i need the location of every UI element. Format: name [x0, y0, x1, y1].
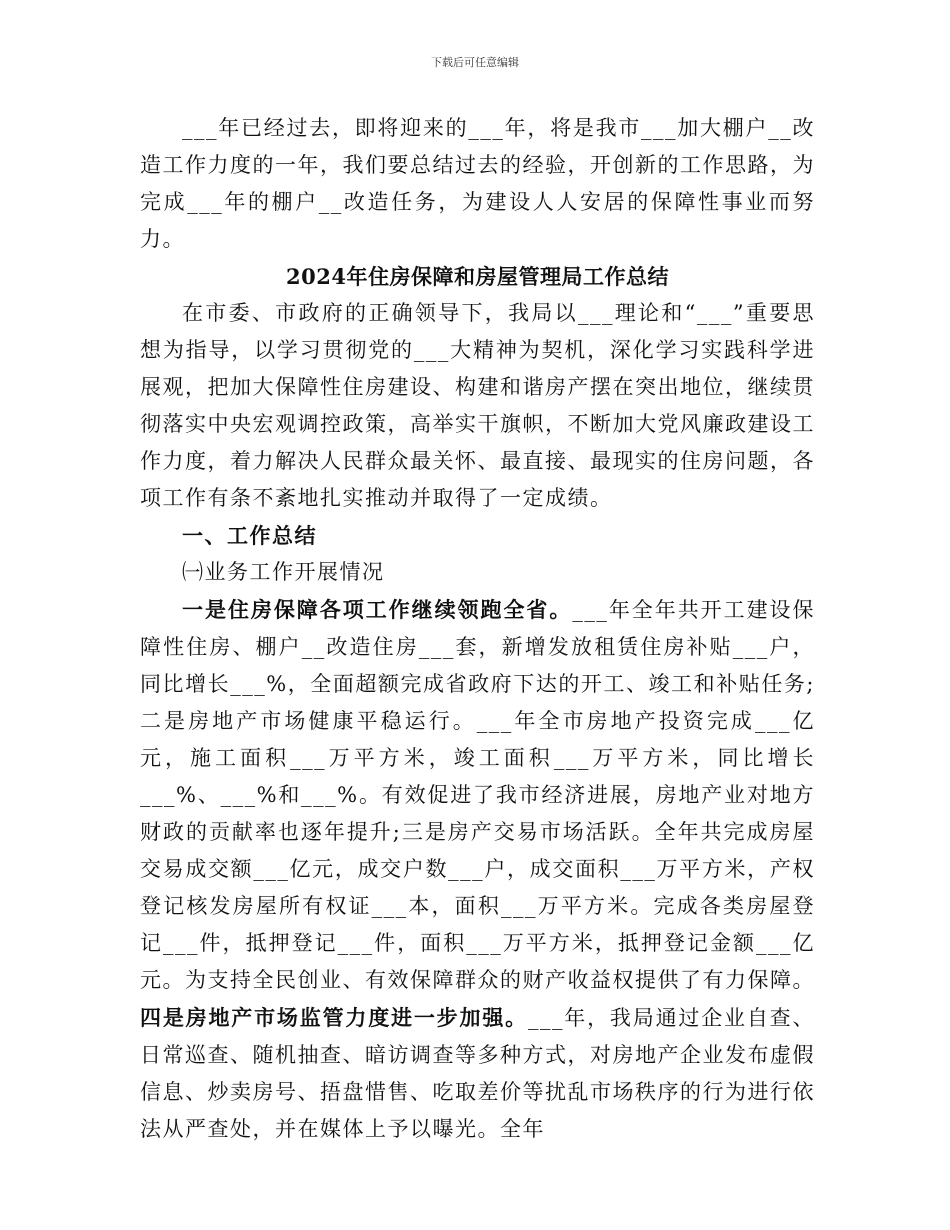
intro-paragraph: ___年已经过去，即将迎来的___年，将是我市___加大棚户__改造工作力度的一年，我们要总结过去的经验，开创新的工作思路，为完成___年的棚户__改造任务，为建设人人安居的保障性事业而努力。	[140, 116, 815, 251]
document-title: 2024年住房保障和房屋管理局工作总结	[286, 264, 669, 289]
body-paragraph	[140, 591, 815, 1148]
opening-paragraph: 在市委、市政府的正确领导下，我局以___理论和“___”重要思想为指导，以学习贯彻党的___大精神为契机，深化学习实践科学进展观，把加大保障性住房建设、构建和谐房产摆在突出地位，继续贯彻落实中央宏观调控政策，高举实干旗帜，不断加大党风廉政建设工作力度，着力解决人民群众最关怀、最直接、最现实的住房问题，各项工作有条不紊地扎实推动并取得了一定成绩。	[140, 301, 815, 510]
body-text-part-1: ___年全年共开工建设保障性住房、棚户__改造住房___套，新增发放租赁住房补贴___户，同比增长___%，全面超额完成省政府下达的开工、竣工和补贴任务;二是房地产市场健康平稳运行。___年全市房地产投资完成___亿元，施工面积___万平方米，竣工面积___万平方米，同比增长___%、___%和___%。有效促进了我市经济进展，房地产业对地方财政的贡献率也逐年提升;三是房产交易市场活跃。全年共完成房屋交易成交额___亿元，成交户数___户，成交面积___万平方米，产权登记核发房屋所有权证___本，面积___万平方米。完成各类房屋登记___件，抵押登记___件，面积___万平方米，抵押登记金额___亿元。为支持全民创业、有效保障群众的财产收益权提供了有力保障。	[140, 598, 816, 992]
mid-bold-text: 四是房地产市场监管力度进一步加强。	[140, 1005, 528, 1030]
body-text-part-2: ___年，我局通过企业自查、日常巡查、随机抽查、暗访调查等多种方式，对房地产企业发布虚假信息、炒卖房号、捂盘惜售、吃取差价等扰乱市场秩序的行为进行依法从严查处，并在媒体上予以曝光。全年	[140, 1006, 816, 1141]
section-heading: 一、工作总结	[182, 523, 317, 548]
document-body	[140, 110, 815, 1148]
subsection-heading: ㈠业务工作开展情况	[182, 560, 385, 584]
page-header-note: 下载后可任意编辑	[431, 56, 519, 69]
lead-bold-text: 一是住房保障各项工作继续领跑全省。	[182, 597, 573, 622]
